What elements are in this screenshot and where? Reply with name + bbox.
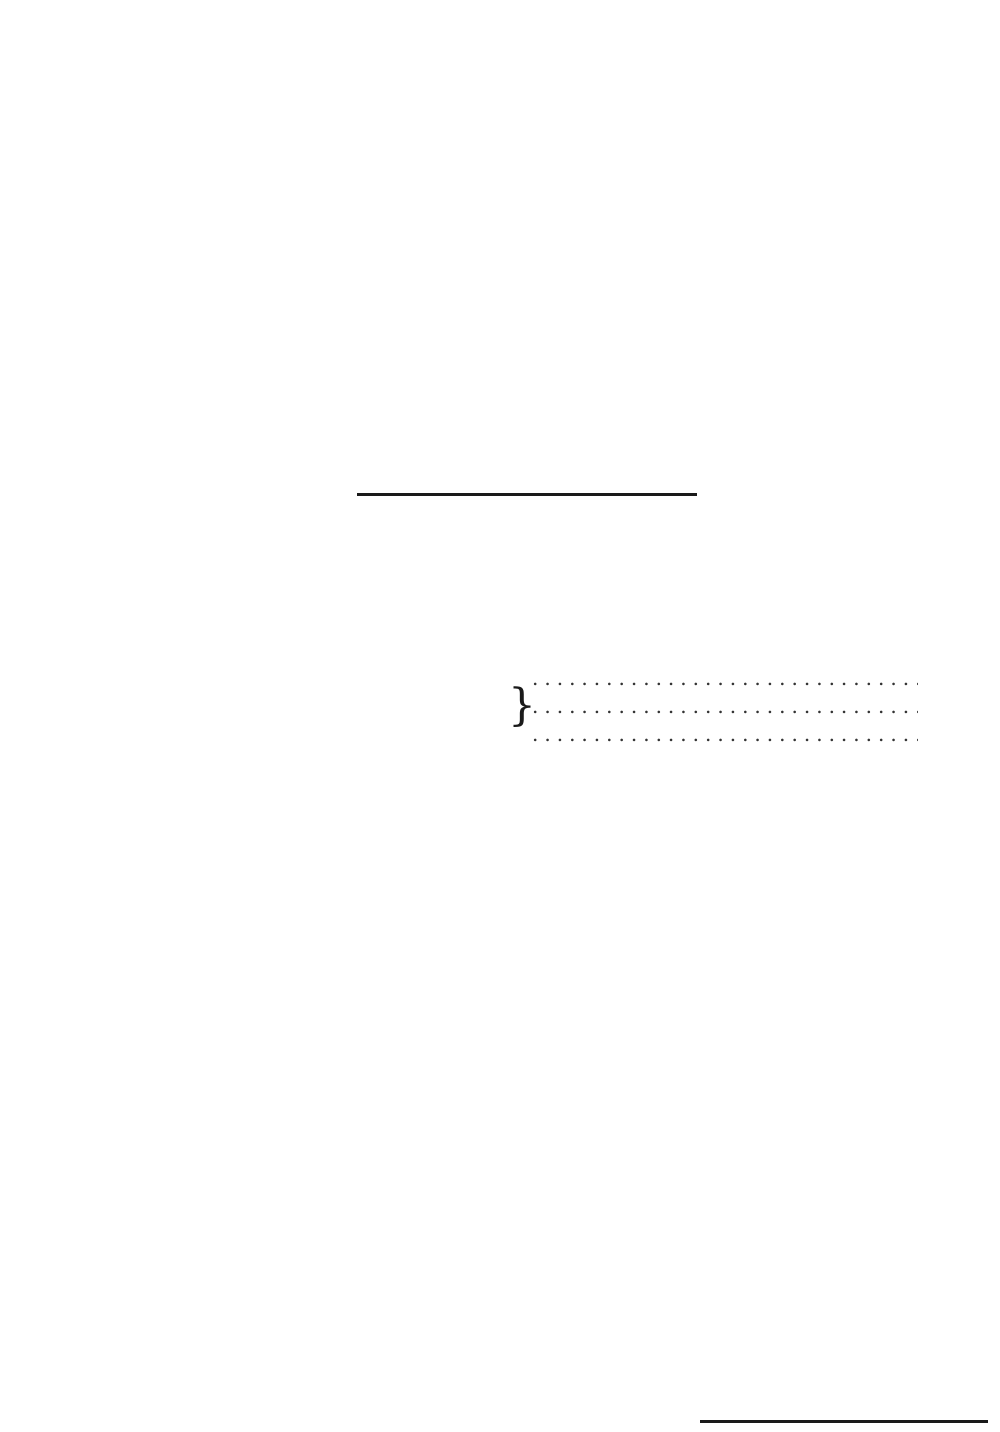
column-header xyxy=(140,44,908,70)
brace-glyph: } xyxy=(508,680,536,731)
baukunst-list xyxy=(140,664,918,748)
section-divider xyxy=(357,493,697,496)
joint-entry-group xyxy=(140,664,918,748)
bottom-rule xyxy=(700,1420,988,1423)
